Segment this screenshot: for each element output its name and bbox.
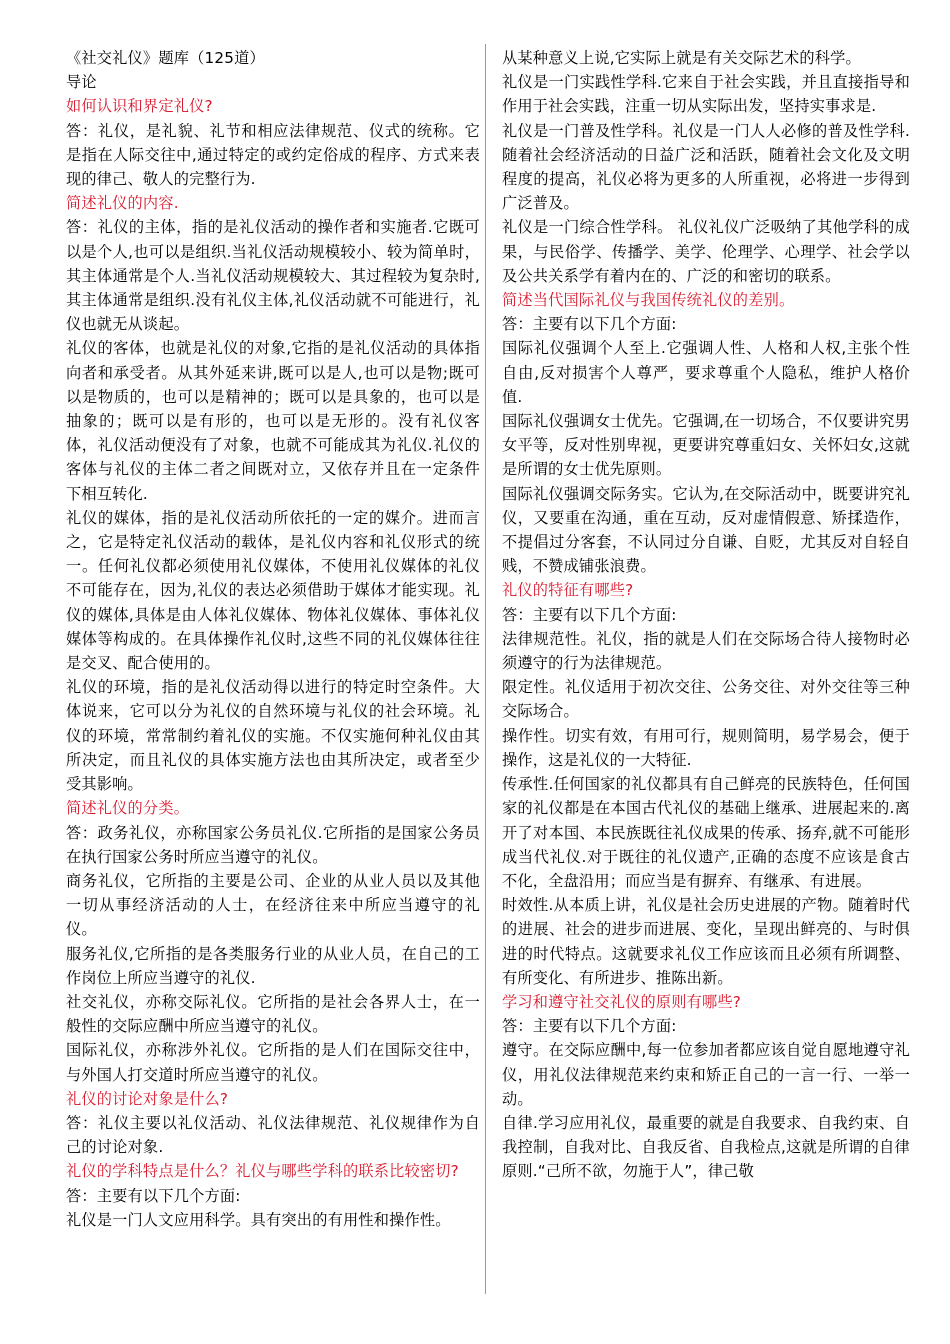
answer-paragraph: 国际礼仪强调女士优先。它强调,在一切场合，不仅要讲究男女平等，反对性别卑视，更要讲究尊重妇女、关怀妇女,这就是所谓的女士优先原则。 <box>502 412 910 479</box>
answer-paragraph: 礼仪是一门人文应用科学。具有突出的有用性和操作性。 <box>66 1210 451 1229</box>
answer-paragraph: 限定性。礼仪适用于初次交往、公务交往、对外交往等三种交际场合。 <box>502 678 910 721</box>
question-heading: 简述礼仪的内容. <box>66 194 179 213</box>
left-column-body <box>66 94 480 1232</box>
answer-paragraph: 社交礼仪，亦称交际礼仪。它所指的是社会各界人士，在一般性的交际应酬中所应当遵守的礼仪。 <box>66 992 480 1036</box>
answer-paragraph: 遵守。在交际应酬中,每一位参加者都应该自觉自愿地遵守礼仪，用礼仪法律规范来约束和矫正自己的一言一行、一举一动。 <box>502 1041 910 1108</box>
answer-paragraph: 法律规范性。礼仪，指的就是人们在交际场合待人接物时必须遵守的行为法律规范。 <box>502 629 910 673</box>
answer-paragraph: 从某种意义上说,它实际上就是有关交际艺术的科学。 <box>502 49 861 67</box>
answer-paragraph: 传承性.任何国家的礼仪都具有自己鲜亮的民族特色，任何国家的礼仪都是在本国古代礼仪的基础上继承、进展起来的.离开了对本国、本民族既往礼仪成果的传承、扬弃,就不可能形成当代礼仪.对于既往的礼仪遗产,正确的态度不应该是食古不化，全盘沿用；而应当是有摒弃、有继承、有进展。 <box>502 775 910 890</box>
answer-paragraph: 礼仪的客体，也就是礼仪的对象,它指的是礼仪活动的具体指向者和承受者。从其外延来讲,既可以是人,也可以是物;既可以是物质的，也可以是精神的；既可以是具象的，也可以是抽象的；既可以是有形的，也可以是无形的。没有礼仪客体，礼仪活动便没有了对象，也就不可能成其为礼仪.礼仪的客体与礼仪的主体二者之间既对立，又依存并且在一定条件下相互转化. <box>66 339 480 503</box>
question-heading: 简述礼仪的分类。 <box>66 799 190 818</box>
answer-paragraph: 答：礼仪的主体，指的是礼仪活动的操作者和实施者.它既可以是个人,也可以是组织.当礼仪活动规模较小、较为简单时，其主体通常是个人.当礼仪活动规模较大、其过程较为复杂时,其主体通常是组织.没有礼仪主体,礼仪活动就不可能进行，礼仪也就无从谈起。 <box>66 218 480 334</box>
answer-paragraph: 自律.学习应用礼仪，最重要的就是自我要求、自我约束、自我控制，自我对比、自我反省、自我检点,这就是所谓的自律原则.“己所不欲，勿施于人”，律己敬 <box>502 1113 910 1181</box>
question-heading: 学习和遵守社交礼仪的原则有哪些? <box>502 992 742 1011</box>
answer-paragraph: 礼仪的媒体，指的是礼仪活动所依托的一定的媒介。进而言之，它是特定礼仪活动的载体，是礼仪内容和礼仪形式的统一。任何礼仪都必须使用礼仪媒体，不使用礼仪媒体的礼仪不可能存在，因为,礼仪的表达必须借助于媒体才能实现。礼仪的媒体,具体是由人体礼仪媒体、物体礼仪媒体、事体礼仪媒体等构成的。在具体操作礼仪时,这些不同的礼仪媒体往往是交叉、配合使用的。 <box>66 508 480 673</box>
column-divider <box>485 44 486 1294</box>
left-column <box>66 46 480 1232</box>
question-heading: 礼仪的学科特点是什么？礼仪与哪些学科的联系比较密切? <box>66 1162 459 1181</box>
answer-paragraph: 国际礼仪，亦称涉外礼仪。它所指的是人们在国际交往中，与外国人打交道时所应当遵守的礼仪。 <box>66 1041 480 1084</box>
answer-paragraph: 答：主要有以下几个方面: <box>502 315 677 334</box>
right-column-body <box>502 46 910 1184</box>
question-heading: 礼仪的特征有哪些? <box>502 581 634 600</box>
answer-paragraph: 答：礼仪，是礼貌、礼节和相应法律规范、仪式的统称。它是指在人际交往中,通过特定的或约定俗成的程序、方式来表现的律己、敬人的完整行为. <box>66 121 480 189</box>
answer-paragraph: 国际礼仪强调个人至上.它强调人性、人格和人权,主张个性自由,反对损害个人尊严，要求尊重个人隐私，维护人格价值. <box>502 339 910 406</box>
document-title: 《社交礼仪》题库（125道） <box>66 49 265 67</box>
answer-paragraph: 答：主要有以下几个方面: <box>66 1186 241 1205</box>
answer-paragraph: 礼仪的环境，指的是礼仪活动得以进行的特定时空条件。大体说来，它可以分为礼仪的自然环境与礼仪的社会环境。礼仪的环境，常常制约着礼仪的实施。不仅实施何种礼仪由其所决定，而且礼仪的具体实施方法也由其所决定，或者至少受其影响。 <box>66 678 480 794</box>
answer-paragraph: 服务礼仪,它所指的是各类服务行业的从业人员，在自己的工作岗位上所应当遵守的礼仪. <box>66 944 480 987</box>
question-heading: 简述当代国际礼仪与我国传统礼仪的差别。 <box>502 291 795 310</box>
answer-paragraph: 答：主要有以下几个方面: <box>502 1017 677 1036</box>
answer-paragraph: 操作性。切实有效，有用可行，规则简明，易学易会，便于操作，这是礼仪的一大特征. <box>502 726 910 769</box>
answer-paragraph: 答：礼仪主要以礼仪活动、礼仪法律规范、礼仪规律作为自己的讨论对象. <box>66 1113 480 1157</box>
answer-paragraph: 时效性.从本质上讲，礼仪是社会历史进展的产物。随着时代的进展、社会的进步而进展、变化，呈现出鲜亮的、与时俱进的时代特点。这就要求礼仪工作应该而且必须有所调整、有所变化、有所进步、推陈出新。 <box>502 896 910 987</box>
answer-paragraph: 礼仪是一门实践性学科.它来自于社会实践，并且直接指导和作用于社会实践，注重一切从实际出发，坚持实事求是. <box>502 73 910 116</box>
answer-paragraph: 商务礼仪，它所指的主要是公司、企业的从业人员以及其他一切从事经济活动的人士，在经济往来中所应当遵守的礼仪。 <box>66 871 480 939</box>
answer-paragraph: 答：主要有以下几个方面: <box>502 605 677 624</box>
right-column <box>502 46 910 1184</box>
answer-paragraph: 礼仪是一门综合性学科。 礼仪礼仪广泛吸纳了其他学科的成果，与民俗学、传播学、美学、伦理学、心理学、社会学以及公共关系学有着内在的、广泛的和密切的联系。 <box>502 218 910 285</box>
section-heading: 导论 <box>66 73 97 92</box>
answer-paragraph: 礼仪是一门普及性学科。礼仪是一门人人必修的普及性学科.随着社会经济活动的日益广泛和活跃，随着社会文化及文明程度的提高，礼仪必将为更多的人所重视，必将进一步得到广泛普及。 <box>502 121 910 213</box>
answer-paragraph: 国际礼仪强调交际务实。它认为,在交际活动中，既要讲究礼仪，又要重在沟通，重在互动，反对虚情假意、矫揉造作，不提倡过分客套，不认同过分自谦、自贬，尤其反对自轻自贱，不赞成铺张浪费。 <box>502 484 910 576</box>
question-heading: 礼仪的讨论对象是什么? <box>66 1089 229 1108</box>
answer-paragraph: 答：政务礼仪，亦称国家公务员礼仪.它所指的是国家公务员在执行国家公务时所应当遵守的礼仪。 <box>66 823 480 866</box>
question-heading: 如何认识和界定礼仪? <box>66 97 213 116</box>
